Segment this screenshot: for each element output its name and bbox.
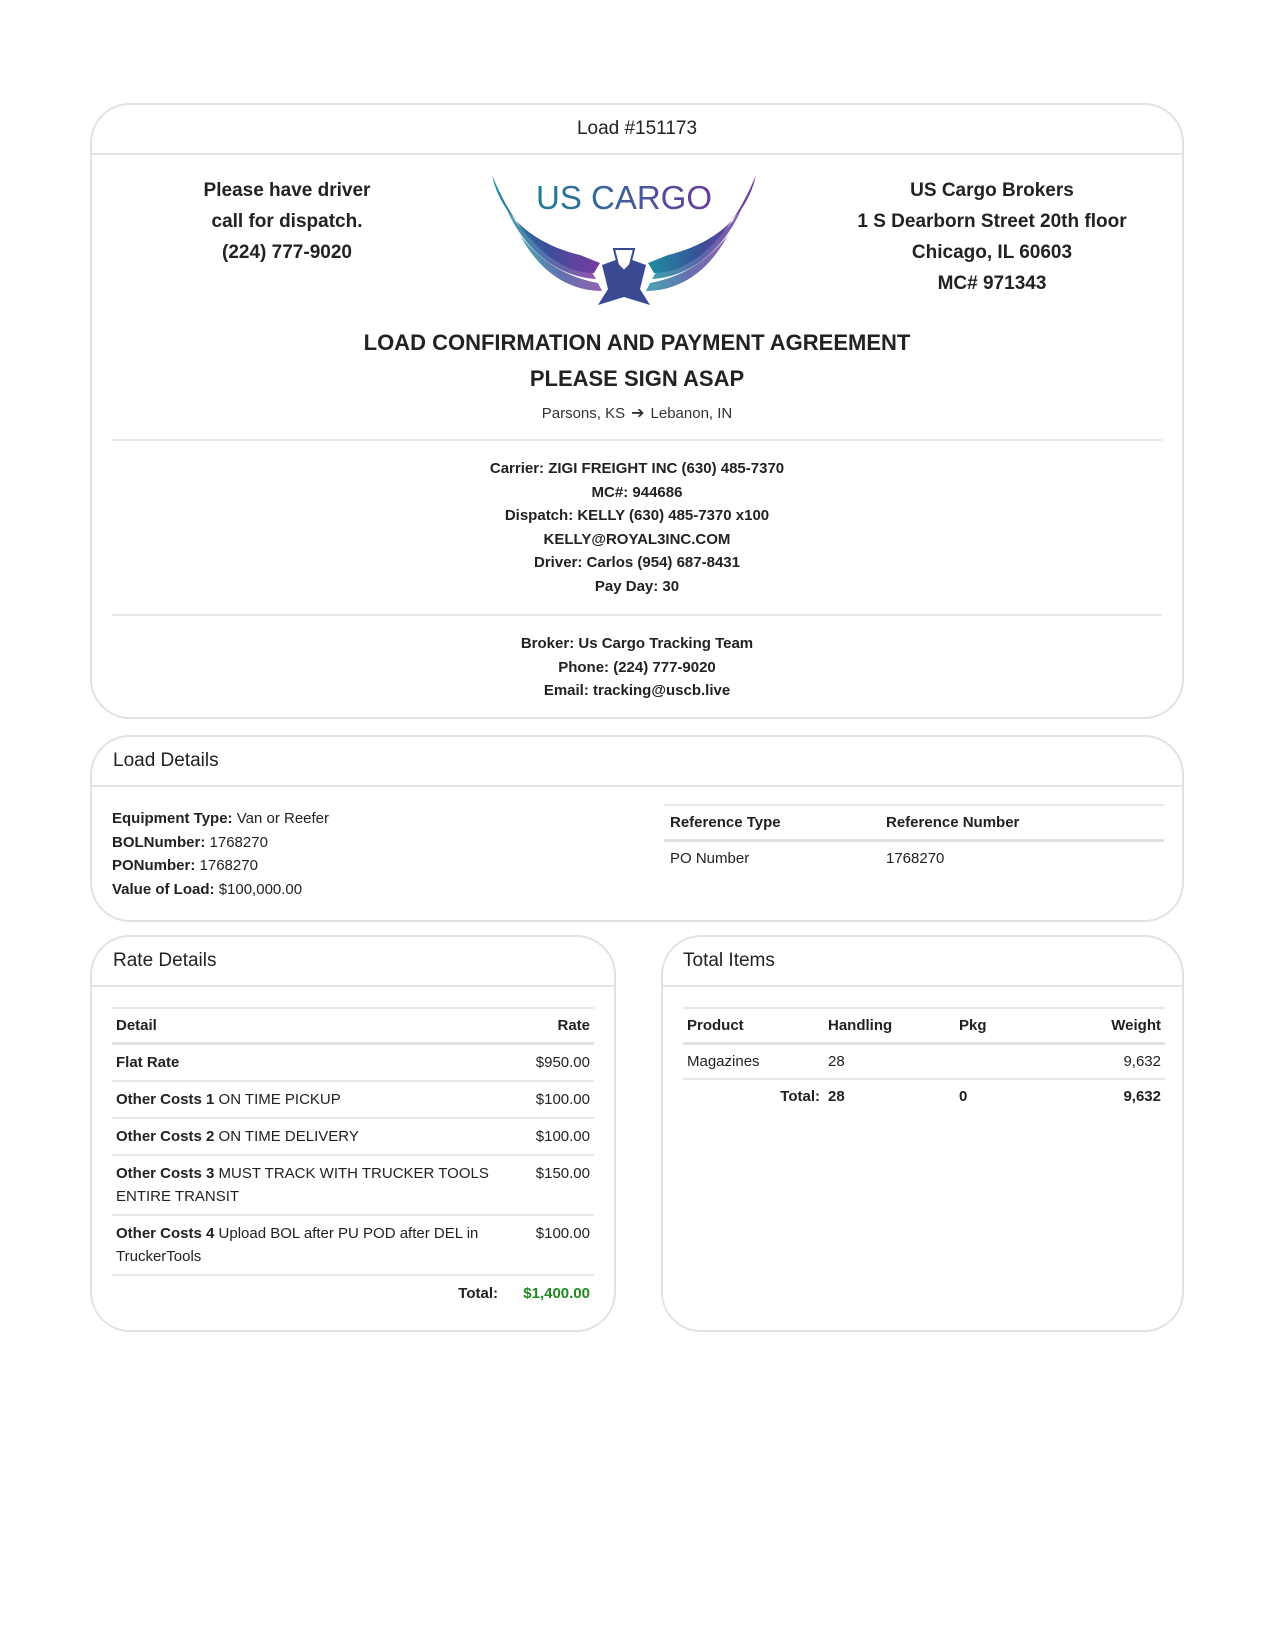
- equipment-type: Equipment Type: Van or Reefer: [112, 810, 330, 827]
- total-pkg: 0: [959, 1088, 968, 1105]
- table-row: Other Costs 4 Upload BOL after PU POD after DEL in TruckerTools $100.00: [112, 1215, 594, 1275]
- total-label: Total:: [458, 1285, 498, 1302]
- reference-number: 1768270: [886, 850, 945, 867]
- carrier-line: Carrier: ZIGI FREIGHT INC (630) 485-7370: [489, 460, 785, 477]
- section-title: Total Items: [683, 950, 775, 971]
- rate-details-title: [92, 937, 614, 987]
- arrow-right-icon: ➔: [631, 405, 645, 422]
- column-header: Detail: [112, 1008, 502, 1044]
- rate-table: [112, 1007, 594, 1311]
- column-header: Weight: [1035, 1008, 1165, 1044]
- total-items-title: [663, 937, 1182, 987]
- broker-info: [92, 616, 1182, 703]
- document-subtitle: PLEASE SIGN ASAP: [529, 366, 745, 391]
- total-handling: 28: [828, 1088, 845, 1105]
- column-header: Product: [683, 1008, 824, 1044]
- dispatch-notice-line: Please have driver: [203, 180, 371, 201]
- load-details-card: [90, 735, 1184, 922]
- table-row: [683, 1044, 1165, 1080]
- items-table: [683, 1007, 1165, 1113]
- total-row: [112, 1275, 594, 1311]
- carrier-info: [92, 441, 1182, 598]
- reference-table: [664, 804, 1164, 875]
- total-weight: 9,632: [1123, 1088, 1161, 1105]
- dispatch-phone: (224) 777-9020: [222, 242, 352, 263]
- column-header: Pkg: [955, 1008, 1035, 1044]
- column-header: Reference Number: [880, 805, 1164, 841]
- total-rate: $1,400.00: [523, 1285, 590, 1302]
- dispatch-email: KELLY@ROYAL3INC.COM: [543, 530, 731, 548]
- table-row: Flat Rate $950.00: [112, 1044, 594, 1082]
- driver-contact: Driver: Carlos (954) 687-8431: [534, 554, 740, 571]
- dispatch-contact: Dispatch: KELLY (630) 485-7370 x100: [504, 507, 770, 524]
- column-header: Handling: [824, 1008, 955, 1044]
- route-destination: Lebanon, IN: [650, 404, 733, 422]
- dispatch-notice-line: call for dispatch.: [211, 211, 363, 232]
- total-items-card: [661, 935, 1184, 1332]
- section-title: Load Details: [113, 750, 219, 771]
- company-city: Chicago, IL 60603: [911, 242, 1073, 263]
- handling: 28: [824, 1044, 955, 1080]
- company-address: [842, 175, 1142, 299]
- table-row: Other Costs 1 ON TIME PICKUP $100.00: [112, 1081, 594, 1118]
- broker-phone: Phone: (224) 777-9020: [558, 658, 716, 676]
- company-street: 1 S Dearborn Street 20th floor: [857, 211, 1127, 232]
- broker-email: Email: tracking@uscb.live: [543, 682, 731, 699]
- table-row: [664, 841, 1164, 876]
- svg-text:US CARGO: US CARGO: [535, 179, 713, 216]
- rate-details-card: [90, 935, 616, 1332]
- load-details-title: [92, 737, 1182, 787]
- route: [92, 403, 1182, 423]
- dispatch-notice: [182, 175, 392, 268]
- table-row: Other Costs 2 ON TIME DELIVERY $100.00: [112, 1118, 594, 1155]
- document-title-block: [92, 325, 1182, 423]
- company-name: US Cargo Brokers: [910, 180, 1074, 201]
- load-number: Load #151173: [576, 118, 698, 139]
- document-title: LOAD CONFIRMATION AND PAYMENT AGREEMENT: [363, 330, 911, 355]
- bol-number: BOLNumber: 1768270: [112, 833, 268, 851]
- carrier-mc: MC#: 944686: [591, 483, 683, 501]
- section-title: Rate Details: [113, 950, 217, 971]
- column-header: Reference Type: [664, 805, 880, 841]
- total-row: [683, 1079, 1165, 1113]
- po-number: PONumber: 1768270: [112, 857, 258, 874]
- load-confirmation-card: [90, 103, 1184, 719]
- load-number-header: [92, 105, 1182, 155]
- table-row: Other Costs 3 MUST TRACK WITH TRUCKER TOOLS ENTIRE TRANSIT $150.00: [112, 1155, 594, 1215]
- value-of-load: Value of Load: $100,000.00: [112, 880, 303, 898]
- reference-type: PO Number: [670, 850, 750, 867]
- pkg: [955, 1044, 1035, 1080]
- pay-day: Pay Day: 30: [594, 577, 680, 595]
- load-details-fields: [112, 807, 329, 901]
- column-header: Rate: [502, 1008, 594, 1044]
- us-cargo-logo: [490, 173, 758, 308]
- route-origin: Parsons, KS: [541, 404, 626, 422]
- product: Magazines: [683, 1044, 824, 1080]
- weight: 9,632: [1035, 1044, 1165, 1080]
- company-mc: MC# 971343: [937, 273, 1047, 294]
- total-label: Total:: [780, 1088, 820, 1105]
- broker-name: Broker: Us Cargo Tracking Team: [520, 635, 754, 652]
- header-row: [92, 155, 1182, 325]
